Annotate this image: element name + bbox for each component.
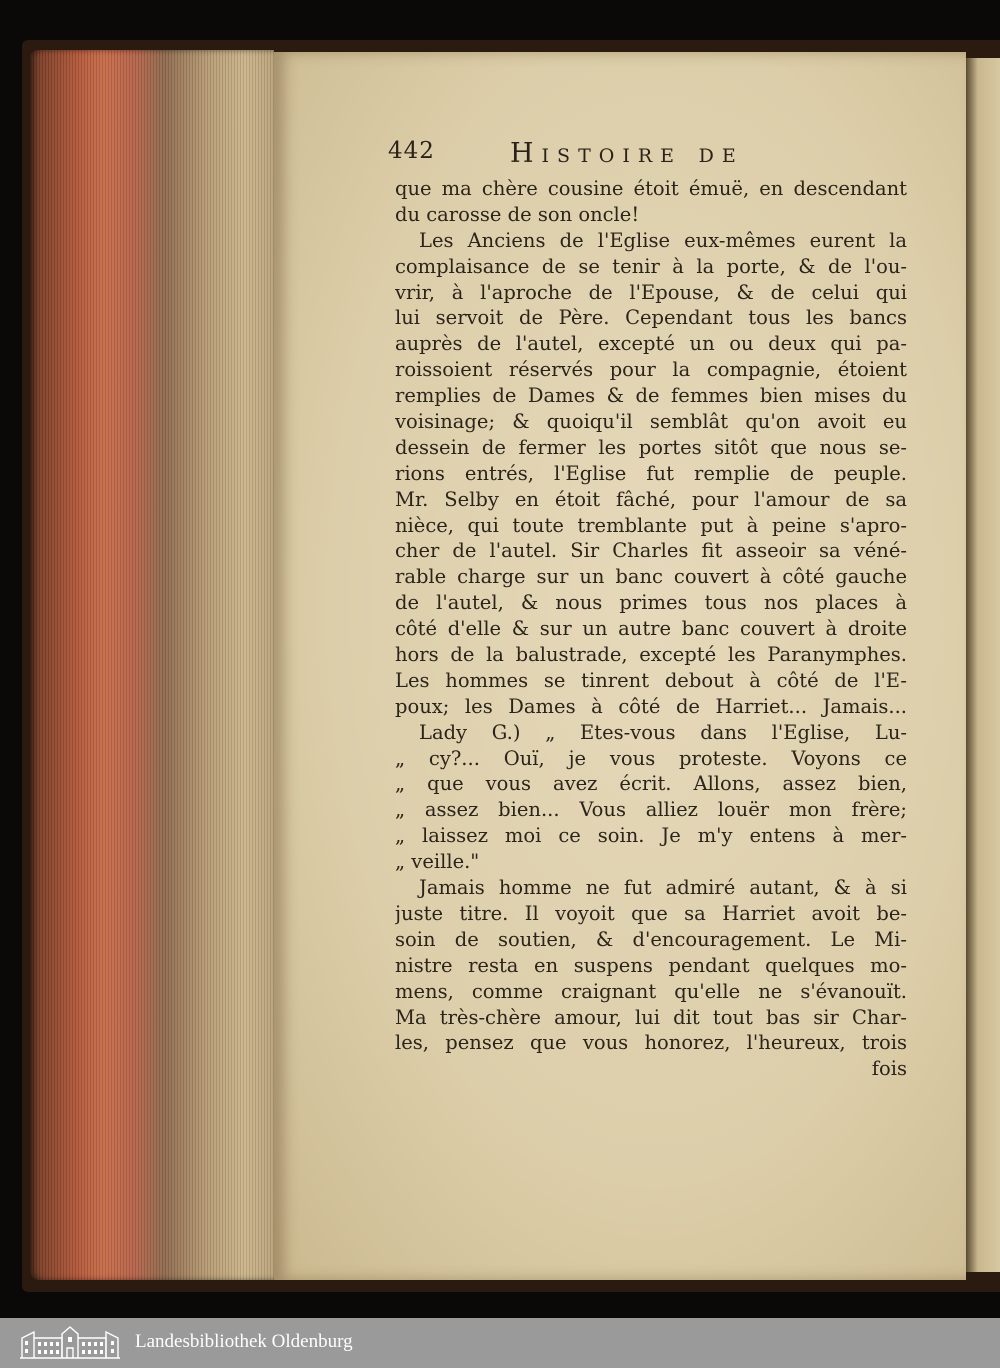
text-line: côté d'elle & sur un autre banc couvert à droite <box>395 617 907 641</box>
text-line: „ cy?... Ouï, je vous proteste. Voyons ce <box>395 746 907 770</box>
text-line: hors de la balustrade, excepté les Paranymphes. <box>395 643 907 667</box>
text-line: juste titre. Il voyoit que sa Harriet avoit be- <box>395 901 907 925</box>
running-title: Histoire de <box>510 138 744 169</box>
text-line: auprès de l'autel, excepté un ou deux qui pa- <box>395 332 907 356</box>
text-line: cher de l'autel. Sir Charles fit asseoir sa véné- <box>395 539 907 563</box>
next-page-edge <box>966 58 1000 1272</box>
text-line: „ assez bien... Vous alliez louër mon frère; <box>395 798 907 822</box>
library-building-icon <box>18 1324 122 1360</box>
text-line: „ laissez moi ce soin. Je m'y entens à mer- <box>395 824 907 848</box>
page-body-text <box>395 176 907 1082</box>
text-line: Les hommes se tinrent debout à côté de l'E- <box>395 668 907 692</box>
text-line: Les Anciens de l'Eglise eux-mêmes eurent la <box>419 228 907 252</box>
page-edges <box>30 50 274 1280</box>
text-line: que ma chère cousine étoit émuë, en descendant <box>395 177 907 200</box>
text-line: voisinage; & quoiqu'il semblât qu'on avoit eu <box>395 410 907 434</box>
text-line: fois <box>871 1057 907 1081</box>
text-line: Mr. Selby en étoit fâché, pour l'amour de sa <box>395 487 907 511</box>
text-line: vrir, à l'aproche de l'Epouse, & de celui qui <box>395 280 907 304</box>
text-line: Lady G.) „ Etes-vous dans l'Eglise, Lu- <box>419 720 907 744</box>
text-line: roissoient réservés pour la compagnie, étoient <box>395 358 907 382</box>
text-line: de l'autel, & nous primes tous nos places à <box>395 591 907 615</box>
text-line: lui servoit de Père. Cependant tous les bancs <box>395 306 907 330</box>
text-line: „ que vous avez écrit. Allons, assez bien, <box>395 772 907 796</box>
text-line: poux; les Dames à côté de Harriet... Jamais... <box>395 694 907 718</box>
library-name: Landesbibliothek Oldenburg <box>135 1331 353 1352</box>
text-line: mens, comme craignant qu'elle ne s'évanouït. <box>395 979 907 1003</box>
text-line: les, pensez que vous honorez, l'heureux, trois <box>395 1031 907 1055</box>
text-line: complaisance de se tenir à la porte, & de l'ou- <box>395 254 907 278</box>
text-line: Jamais homme ne fut admiré autant, & à si <box>419 876 907 900</box>
text-line: Ma très-chère amour, lui dit tout bas sir Char- <box>395 1005 907 1029</box>
text-line: rable charge sur un banc couvert à côté gauche <box>395 565 907 589</box>
text-line: „ veille." <box>395 850 480 874</box>
text-line: rions entrés, l'Eglise fut remplie de peuple. <box>395 461 907 485</box>
page-number: 442 <box>388 138 435 164</box>
text-line: dessein de fermer les portes sitôt que nous se- <box>395 435 907 459</box>
text-line: soin de soutien, & d'encouragement. Le Mi- <box>395 927 907 951</box>
text-line: remplies de Dames & de femmes bien mises du <box>395 384 907 408</box>
footer-bar <box>0 1318 1000 1368</box>
text-line: du carosse de son oncle! <box>395 202 640 226</box>
text-line: nistre resta en suspens pendant quelques mo- <box>395 953 907 977</box>
text-line: nièce, qui toute tremblante put à peine s'apro- <box>395 513 907 537</box>
page-header <box>388 138 908 168</box>
